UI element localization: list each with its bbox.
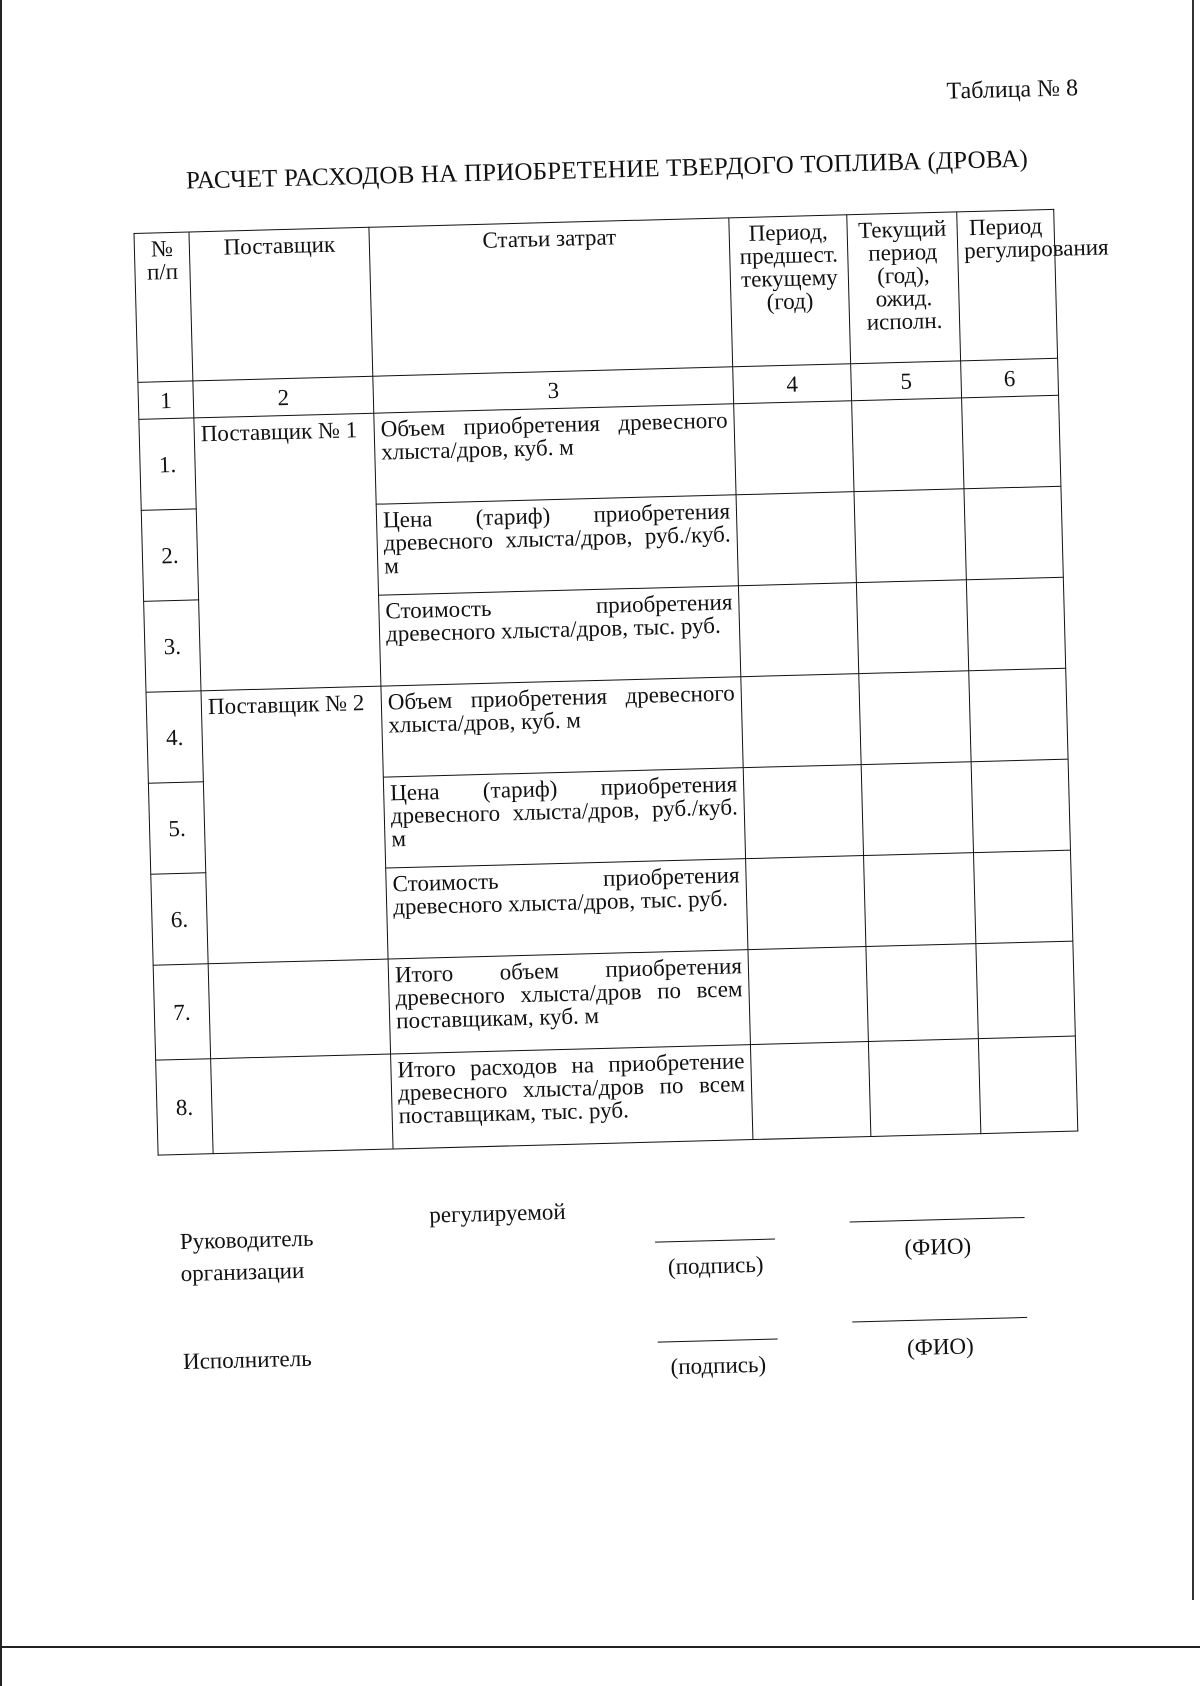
scan-edge-left: [0, 0, 2, 1686]
column-index: 5: [851, 361, 962, 401]
cost-item: Объем приобретения древесного хлыста/дров, куб. м: [381, 677, 743, 777]
header-supplier: Поставщик: [189, 227, 373, 381]
scan-edge-right: [1192, 0, 1194, 1600]
head-role-label-regulated: регулируемой: [428, 1198, 566, 1228]
row-number: 5.: [148, 782, 205, 874]
head-name-line: [850, 1217, 1025, 1223]
head-role-label-organization: организации: [180, 1257, 305, 1287]
cost-item: Итого объем приобретения древесного хлыста/дров по всем поставщикам, куб. м: [388, 950, 750, 1054]
value-cell: [746, 856, 866, 950]
expense-table: [133, 209, 1109, 1156]
value-cell: [852, 398, 964, 492]
supplier-cell: [208, 959, 390, 1059]
cost-item: Цена (тариф) приобретения древесного хлыста/дров, руб./куб. м: [383, 768, 745, 868]
value-cell: [856, 580, 968, 674]
executor-name-caption: (ФИО): [906, 1333, 975, 1361]
header-number: № п/п: [134, 232, 193, 382]
value-cell: [748, 947, 868, 1045]
value-cell: [741, 674, 861, 768]
document-page: [130, 75, 1114, 1399]
row-number: 1.: [139, 418, 196, 510]
table-header-row: [134, 209, 1058, 382]
cost-item: Итого расходов на приобретение древесного хлыста/дров по всем поставщикам, тыс. руб.: [391, 1045, 753, 1149]
head-signature-caption: (подпись): [667, 1251, 764, 1280]
cost-item: Цена (тариф) приобретения древесного хлыста/дров, руб./куб. м: [376, 495, 738, 595]
head-signature-line: [655, 1239, 775, 1243]
value-cell: [866, 944, 978, 1042]
head-role-label: Руководитель: [179, 1225, 314, 1255]
supplier-cell: Поставщик № 1: [194, 413, 381, 691]
value-cell: [973, 850, 1072, 944]
row-number: 6.: [151, 873, 208, 965]
value-cell: [969, 668, 1068, 762]
header-previous-period: Период, предшест. текущему (год): [729, 215, 851, 367]
executor-name-line: [852, 1317, 1027, 1323]
row-number: 2.: [141, 509, 198, 601]
value-cell: [971, 759, 1070, 853]
value-cell: [976, 941, 1075, 1039]
cost-item: Стоимость приобретения древесного хлыста/дров, тыс. руб.: [379, 586, 741, 686]
row-number: 7.: [153, 964, 210, 1060]
value-cell: [964, 486, 1063, 580]
value-cell: [736, 492, 856, 586]
column-index: 1: [138, 381, 194, 419]
column-index: 4: [733, 364, 852, 404]
table-number: Таблица № 8: [946, 75, 1079, 105]
header-cost-items: Статьи затрат: [369, 218, 733, 376]
value-cell: [854, 489, 966, 583]
value-cell: [861, 762, 973, 856]
cost-item: Стоимость приобретения древесного хлыста/дров, тыс. руб.: [386, 859, 748, 959]
value-cell: [738, 583, 858, 677]
header-regulation-period: Период регулирования: [957, 209, 1058, 360]
column-index: 3: [373, 367, 734, 413]
value-cell: [966, 577, 1065, 671]
supplier-cell: Поставщик № 2: [201, 686, 388, 964]
executor-signature-caption: (подпись): [670, 1351, 767, 1380]
executor-role-label: Исполнитель: [182, 1345, 312, 1375]
document-title: РАСЧЕТ РАСХОДОВ НА ПРИОБРЕТЕНИЕ ТВЕРДОГО ТОПЛИВА (ДРОВА): [185, 145, 1029, 195]
head-name-caption: (ФИО): [904, 1233, 972, 1261]
signature-block: [159, 1175, 1114, 1400]
value-cell: [978, 1036, 1077, 1134]
row-number: 8.: [156, 1059, 213, 1155]
executor-signature-line: [658, 1338, 778, 1342]
value-cell: [734, 401, 854, 495]
value-cell: [859, 671, 971, 765]
supplier-cell: [211, 1054, 393, 1154]
value-cell: [750, 1041, 870, 1139]
value-cell: [962, 395, 1061, 489]
column-index: 6: [961, 358, 1059, 398]
row-number: 3.: [144, 600, 201, 692]
value-cell: [743, 765, 863, 859]
scan-edge-bottom: [0, 1646, 1200, 1648]
cost-item: Объем приобретения древесного хлыста/дров, куб. м: [374, 404, 736, 504]
column-index: 2: [193, 376, 374, 418]
value-cell: [864, 853, 976, 947]
header-current-period: Текущий период (год), ожид. исполн.: [847, 212, 961, 364]
value-cell: [868, 1039, 980, 1137]
row-number: 4.: [146, 691, 203, 783]
